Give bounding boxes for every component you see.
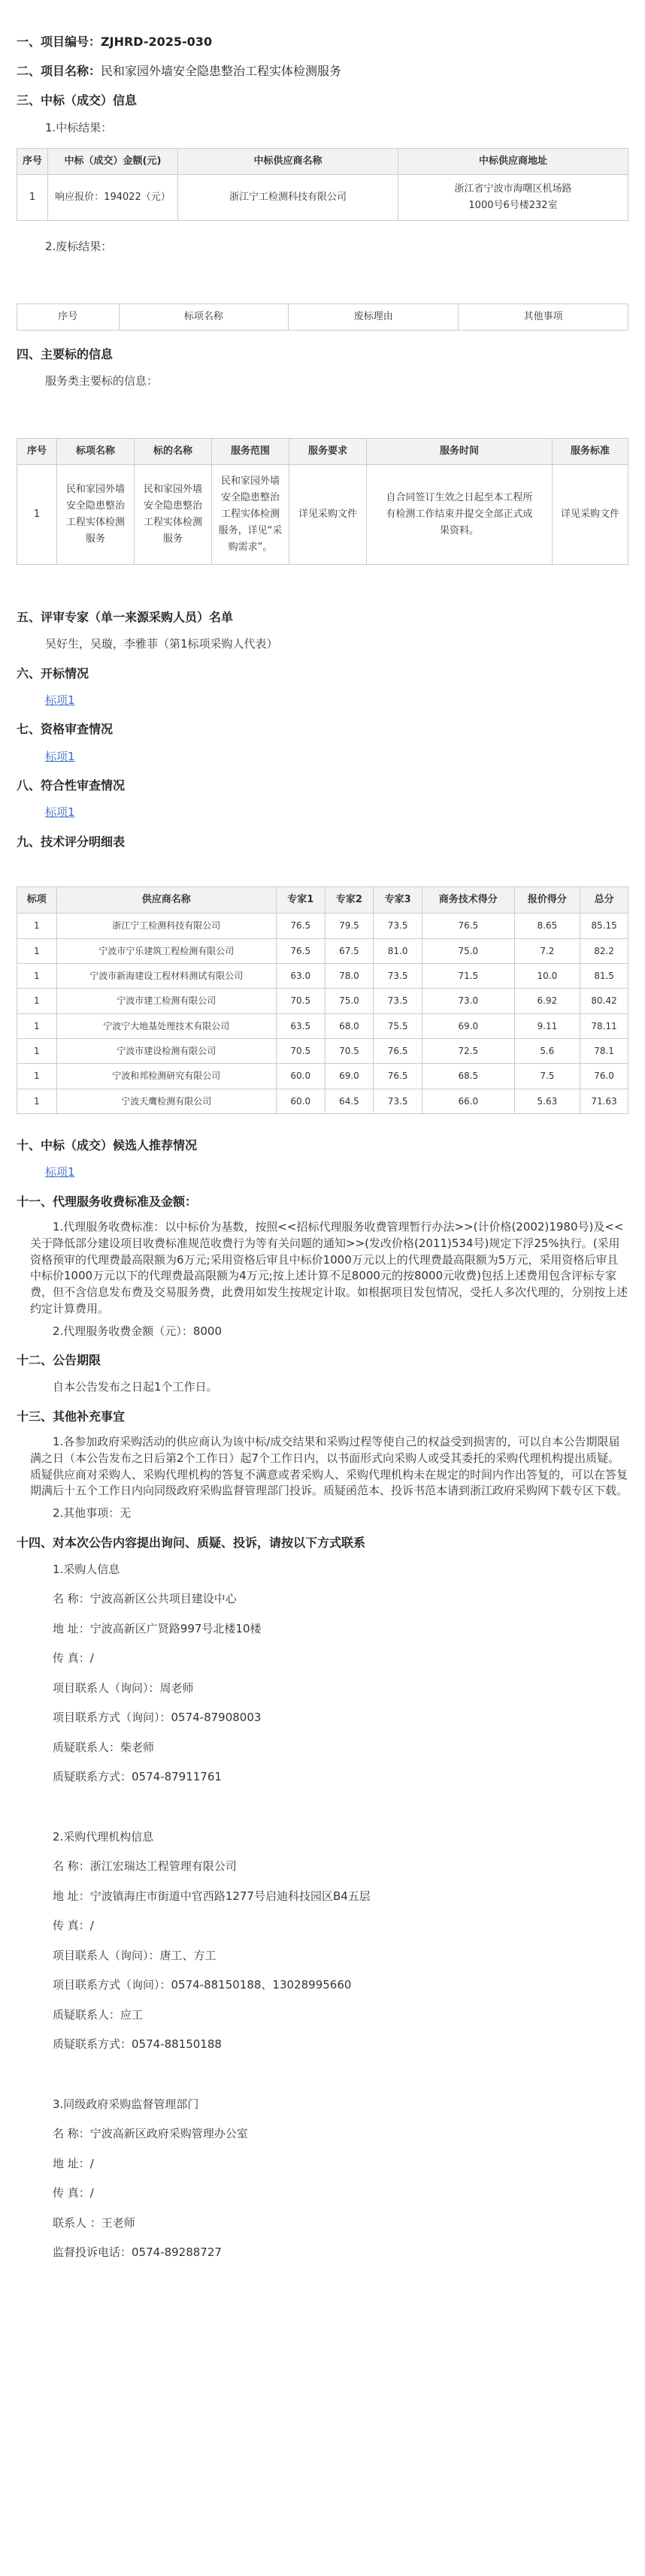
table-cell: 1 [17, 464, 57, 564]
section-9-title: 九、技术评分明细表 [17, 834, 126, 849]
table-cell: 民和家园外墙安全隐患整治工程实体检测服务 [135, 464, 212, 564]
table-cell: 82.2 [580, 938, 628, 963]
table-cell: 自合同签订生效之日起至本工程所有检测工作结束并提交全部正式成果资料。 [367, 464, 553, 564]
table-cell: 68.0 [325, 1013, 374, 1038]
table-cell: 81.5 [580, 963, 628, 988]
table-cell: 79.5 [325, 914, 374, 938]
table-cell: 宁波天鹰检测有限公司 [56, 1089, 276, 1113]
table-header: 中标供应商地址 [398, 149, 628, 175]
contact-line: 质疑联系人：柴老师 [53, 1740, 155, 1754]
table-cell: 7.5 [514, 1064, 580, 1089]
contact-line: 质疑联系方式：0574-88150188 [53, 2037, 222, 2052]
table-cell: 详见采购文件 [289, 464, 367, 564]
table-cell: 69.0 [325, 1064, 374, 1089]
score-table-header [17, 887, 628, 914]
table-header: 中标（成交）金额(元) [48, 149, 178, 175]
table-header: 中标供应商名称 [178, 149, 398, 175]
table-row [17, 989, 628, 1013]
fail-table [17, 304, 628, 331]
section-8-title: 八、符合性审查情况 [17, 778, 126, 793]
table-cell: 70.5 [325, 1039, 374, 1064]
table-cell: 宁波市建工检测有限公司 [56, 989, 276, 1013]
service-info-label: 服务类主要标的信息： [45, 374, 159, 388]
section-13-title: 十三、其他补充事宜 [17, 1409, 126, 1424]
table-row [17, 938, 628, 963]
table-cell: 81.0 [374, 938, 422, 963]
table-cell: 73.5 [374, 963, 422, 988]
agency-title: 2.采购代理机构信息 [53, 1829, 154, 1844]
table-cell: 响应报价：194022（元） [48, 175, 178, 221]
table-cell: 70.5 [276, 1039, 325, 1064]
table-header: 专家3 [374, 887, 422, 914]
table-cell: 8.65 [514, 914, 580, 938]
table-cell: 60.0 [276, 1089, 325, 1113]
table-header: 服务要求 [289, 438, 367, 464]
table-row [17, 175, 628, 221]
table-header: 序号 [17, 149, 48, 175]
table-cell: 78.0 [325, 963, 374, 988]
table-header: 标项 [17, 887, 57, 914]
table-cell: 1 [17, 938, 57, 963]
table-cell: 5.63 [514, 1089, 580, 1113]
contact-line: 名 称：浙江宏瑞达工程管理有限公司 [53, 1859, 237, 1874]
table-header: 专家2 [325, 887, 374, 914]
table-header: 商务技术得分 [422, 887, 515, 914]
purchaser-title: 1.采购人信息 [53, 1562, 120, 1576]
win-table-header [17, 149, 628, 175]
contact-line: 项目联系方式（询问）：0574-88150188、13028995660 [53, 1978, 352, 1992]
table-cell: 69.0 [422, 1013, 515, 1038]
section-11-title: 十一、代理服务收费标准及金额： [17, 1194, 198, 1209]
table-cell: 1 [17, 1039, 57, 1064]
table-cell: 75.0 [325, 989, 374, 1013]
table-cell: 68.5 [422, 1064, 515, 1089]
table-cell: 宁波宁大地基处理技术有限公司 [56, 1013, 276, 1038]
qualification-link[interactable]: 标项1 [45, 749, 75, 763]
compliance-link[interactable]: 标项1 [45, 805, 75, 820]
table-cell: 73.0 [422, 989, 515, 1013]
notice-period: 自本公告发布之日起1个工作日。 [53, 1380, 218, 1394]
table-cell: 5.6 [514, 1039, 580, 1064]
table-cell: 78.1 [580, 1039, 628, 1064]
fee-amount: 2.代理服务收费金额（元）：8000 [53, 1324, 222, 1338]
agency-info [17, 1857, 628, 2055]
table-row [17, 464, 628, 564]
table-header: 供应商名称 [56, 887, 276, 914]
table-cell: 详见采购文件 [553, 464, 628, 564]
table-header: 废标理由 [289, 304, 459, 330]
contact-line: 项目联系方式（询问）：0574-87908003 [53, 1711, 262, 1725]
table-cell: 72.5 [422, 1039, 515, 1064]
table-header: 序号 [17, 304, 120, 330]
table-header: 总分 [580, 887, 628, 914]
table-cell: 75.0 [422, 938, 515, 963]
expert-list: 吴好生，吴璇，李雅菲（第1标项采购人代表） [45, 637, 278, 651]
table-cell: 宁波市新海建设工程材料测试有限公司 [56, 963, 276, 988]
table-cell: 75.5 [374, 1013, 422, 1038]
table-cell: 85.15 [580, 914, 628, 938]
table-cell: 63.0 [276, 963, 325, 988]
fee-standard: 1.代理服务收费标准：以中标价为基数，按照<<招标代理服务收费管理暂行办法>>(计价格(2002)1980号)及<<关于降低部分建设项目收费标准规范收费行为等有关问题的通知>>(发改价格(2011)534号)规定下浮25%执行。(采用资格预审的代理费最高限额为6万元;采用资格后审且中标价1000万元以上的代理费最高限额为5万元，采用资格后审且中标价1000万元以下的代理费最高限额为4万元;按上述计算不足8000元的按8000元收费)包括上述费用包含评标专家费，但不含信息发布费及交易服务费，此费用如发生按规定计取。如根据项目发包情况，受托人多次代理的，分别按上述约定计算费用。 [30, 1220, 628, 1315]
section-12-title: 十二、公告期限 [17, 1353, 101, 1368]
table-cell: 76.5 [276, 914, 325, 938]
supervision-title: 3.同级政府采购监督管理部门 [53, 2097, 199, 2111]
table-header: 序号 [17, 438, 57, 464]
table-cell: 64.5 [325, 1089, 374, 1113]
contact-line: 传 真：/ [53, 1651, 94, 1665]
project-number: 一、项目编号：ZJHRD-2025-030 [17, 35, 213, 49]
candidate-link[interactable]: 标项1 [45, 1165, 75, 1179]
table-cell: 1 [17, 1089, 57, 1113]
contact-line: 地 址：宁波镇海庄市街道中官西路1277号启迪科技园区B4五层 [53, 1889, 371, 1903]
section-10-title: 十、中标（成交）候选人推荐情况 [17, 1138, 198, 1153]
table-header: 报价得分 [514, 887, 580, 914]
service-table-header [17, 438, 628, 464]
table-cell: 民和家园外墙安全隐患整治工程实体检测服务，详见“采购需求”。 [212, 464, 289, 564]
table-row [17, 1013, 628, 1038]
table-cell: 宁波市宁乐建筑工程检测有限公司 [56, 938, 276, 963]
section-14-title: 十四、对本次公告内容提出询问、质疑、投诉，请按以下方式联系 [17, 1535, 366, 1550]
section-4-title: 四、主要标的信息 [17, 346, 114, 361]
table-cell: 宁波和邦检测研究有限公司 [56, 1064, 276, 1089]
table-header: 其他事项 [459, 304, 628, 330]
section-7-title: 七、资格审查情况 [17, 722, 114, 737]
score-table [17, 886, 628, 1114]
contact-line: 地 址：/ [53, 2156, 94, 2170]
table-cell: 73.5 [374, 914, 422, 938]
table-cell: 63.5 [276, 1013, 325, 1038]
table-row [17, 1039, 628, 1064]
table-cell: 1 [17, 175, 48, 221]
contact-line: 项目联系人（询问）：周老师 [53, 1681, 194, 1695]
table-cell: 1 [17, 1013, 57, 1038]
win-result-label: 1.中标结果： [45, 120, 113, 134]
table-header: 服务时间 [367, 438, 553, 464]
table-row [17, 963, 628, 988]
contact-line: 名 称：宁波高新区公共项目建设中心 [53, 1592, 237, 1606]
table-cell: 1 [17, 963, 57, 988]
table-row [17, 1064, 628, 1089]
table-cell: 80.42 [580, 989, 628, 1013]
section-3-title: 三、中标（成交）信息 [17, 93, 138, 108]
table-cell: 浙江宁工检测科技有限公司 [56, 914, 276, 938]
table-cell: 1 [17, 989, 57, 1013]
table-cell: 60.0 [276, 1064, 325, 1089]
table-cell: 66.0 [422, 1089, 515, 1113]
contact-line: 质疑联系方式：0574-87911761 [53, 1770, 222, 1784]
contact-line: 监督投诉电话：0574-89288727 [53, 2245, 222, 2260]
project-name: 二、项目名称：民和家园外墙安全隐患整治工程实体检测服务 [17, 64, 342, 79]
table-cell: 浙江省宁波市海曙区机场路1000号6号楼232室 [398, 175, 628, 221]
table-header: 标项名称 [57, 438, 135, 464]
table-cell: 宁波市建设检测有限公司 [56, 1039, 276, 1064]
service-table [17, 438, 628, 565]
other-matters-1: 1.各参加政府采购活动的供应商认为该中标/成交结果和采购过程等使自己的权益受到损害的，可以自本公告期限届满之日（本公告发布之日后第2个工作日）起7个工作日内，以书面形式向采购人或受其委托的采购代理机构提出质疑。质疑供应商对采购人、采购代理机构的答复不满意或者采购人、采购代理机构未在规定的时间内作出答复的，可以在答复期满后十五个工作日内向同级政府采购监督管理部门投诉。质疑函范本、投诉书范本请到浙江政府采购网下载专区下载。 [30, 1435, 628, 1498]
win-table [17, 148, 628, 221]
section-5-title: 五、评审专家（单一来源采购人员）名单 [17, 610, 234, 625]
table-header: 服务标准 [553, 438, 628, 464]
table-cell: 76.0 [580, 1064, 628, 1089]
table-header: 标项名称 [119, 304, 289, 330]
table-cell: 73.5 [374, 1089, 422, 1113]
table-cell: 民和家园外墙安全隐患整治工程实体检测服务 [57, 464, 135, 564]
contact-line: 传 真：/ [53, 1919, 94, 1933]
supervision-info [17, 2125, 628, 2263]
table-cell: 7.2 [514, 938, 580, 963]
table-header: 专家1 [276, 887, 325, 914]
table-cell: 76.5 [374, 1064, 422, 1089]
section-6-title: 六、开标情况 [17, 666, 89, 681]
table-cell: 67.5 [325, 938, 374, 963]
table-cell: 1 [17, 914, 57, 938]
contact-line: 传 真：/ [53, 2186, 94, 2200]
table-cell: 71.63 [580, 1089, 628, 1113]
contact-line: 联系人 ：王老师 [53, 2215, 135, 2230]
table-cell: 浙江宁工检测科技有限公司 [178, 175, 398, 221]
contact-line: 名 称：宁波高新区政府采购管理办公室 [53, 2127, 248, 2141]
table-row [17, 914, 628, 938]
table-header: 服务范围 [212, 438, 289, 464]
table-header: 标的名称 [135, 438, 212, 464]
other-matters-2: 2.其他事项：无 [53, 1506, 132, 1520]
table-cell: 76.5 [374, 1039, 422, 1064]
fail-result-label: 2.废标结果： [45, 240, 113, 254]
table-cell: 78.11 [580, 1013, 628, 1038]
table-cell: 1 [17, 1064, 57, 1089]
contact-line: 项目联系人（询问）：唐工、方工 [53, 1948, 217, 1962]
bid-opening-link[interactable]: 标项1 [45, 693, 75, 707]
table-cell: 73.5 [374, 989, 422, 1013]
table-cell: 71.5 [422, 963, 515, 988]
contact-line: 地 址：宁波高新区广贤路997号北楼10楼 [53, 1621, 262, 1635]
fail-table-header [17, 304, 628, 330]
purchaser-info [17, 1590, 628, 1787]
table-cell: 76.5 [422, 914, 515, 938]
table-cell: 10.0 [514, 963, 580, 988]
table-cell: 76.5 [276, 938, 325, 963]
table-cell: 70.5 [276, 989, 325, 1013]
table-row [17, 1089, 628, 1113]
contact-line: 质疑联系人：应工 [53, 2007, 144, 2022]
table-cell: 9.11 [514, 1013, 580, 1038]
table-cell: 6.92 [514, 989, 580, 1013]
